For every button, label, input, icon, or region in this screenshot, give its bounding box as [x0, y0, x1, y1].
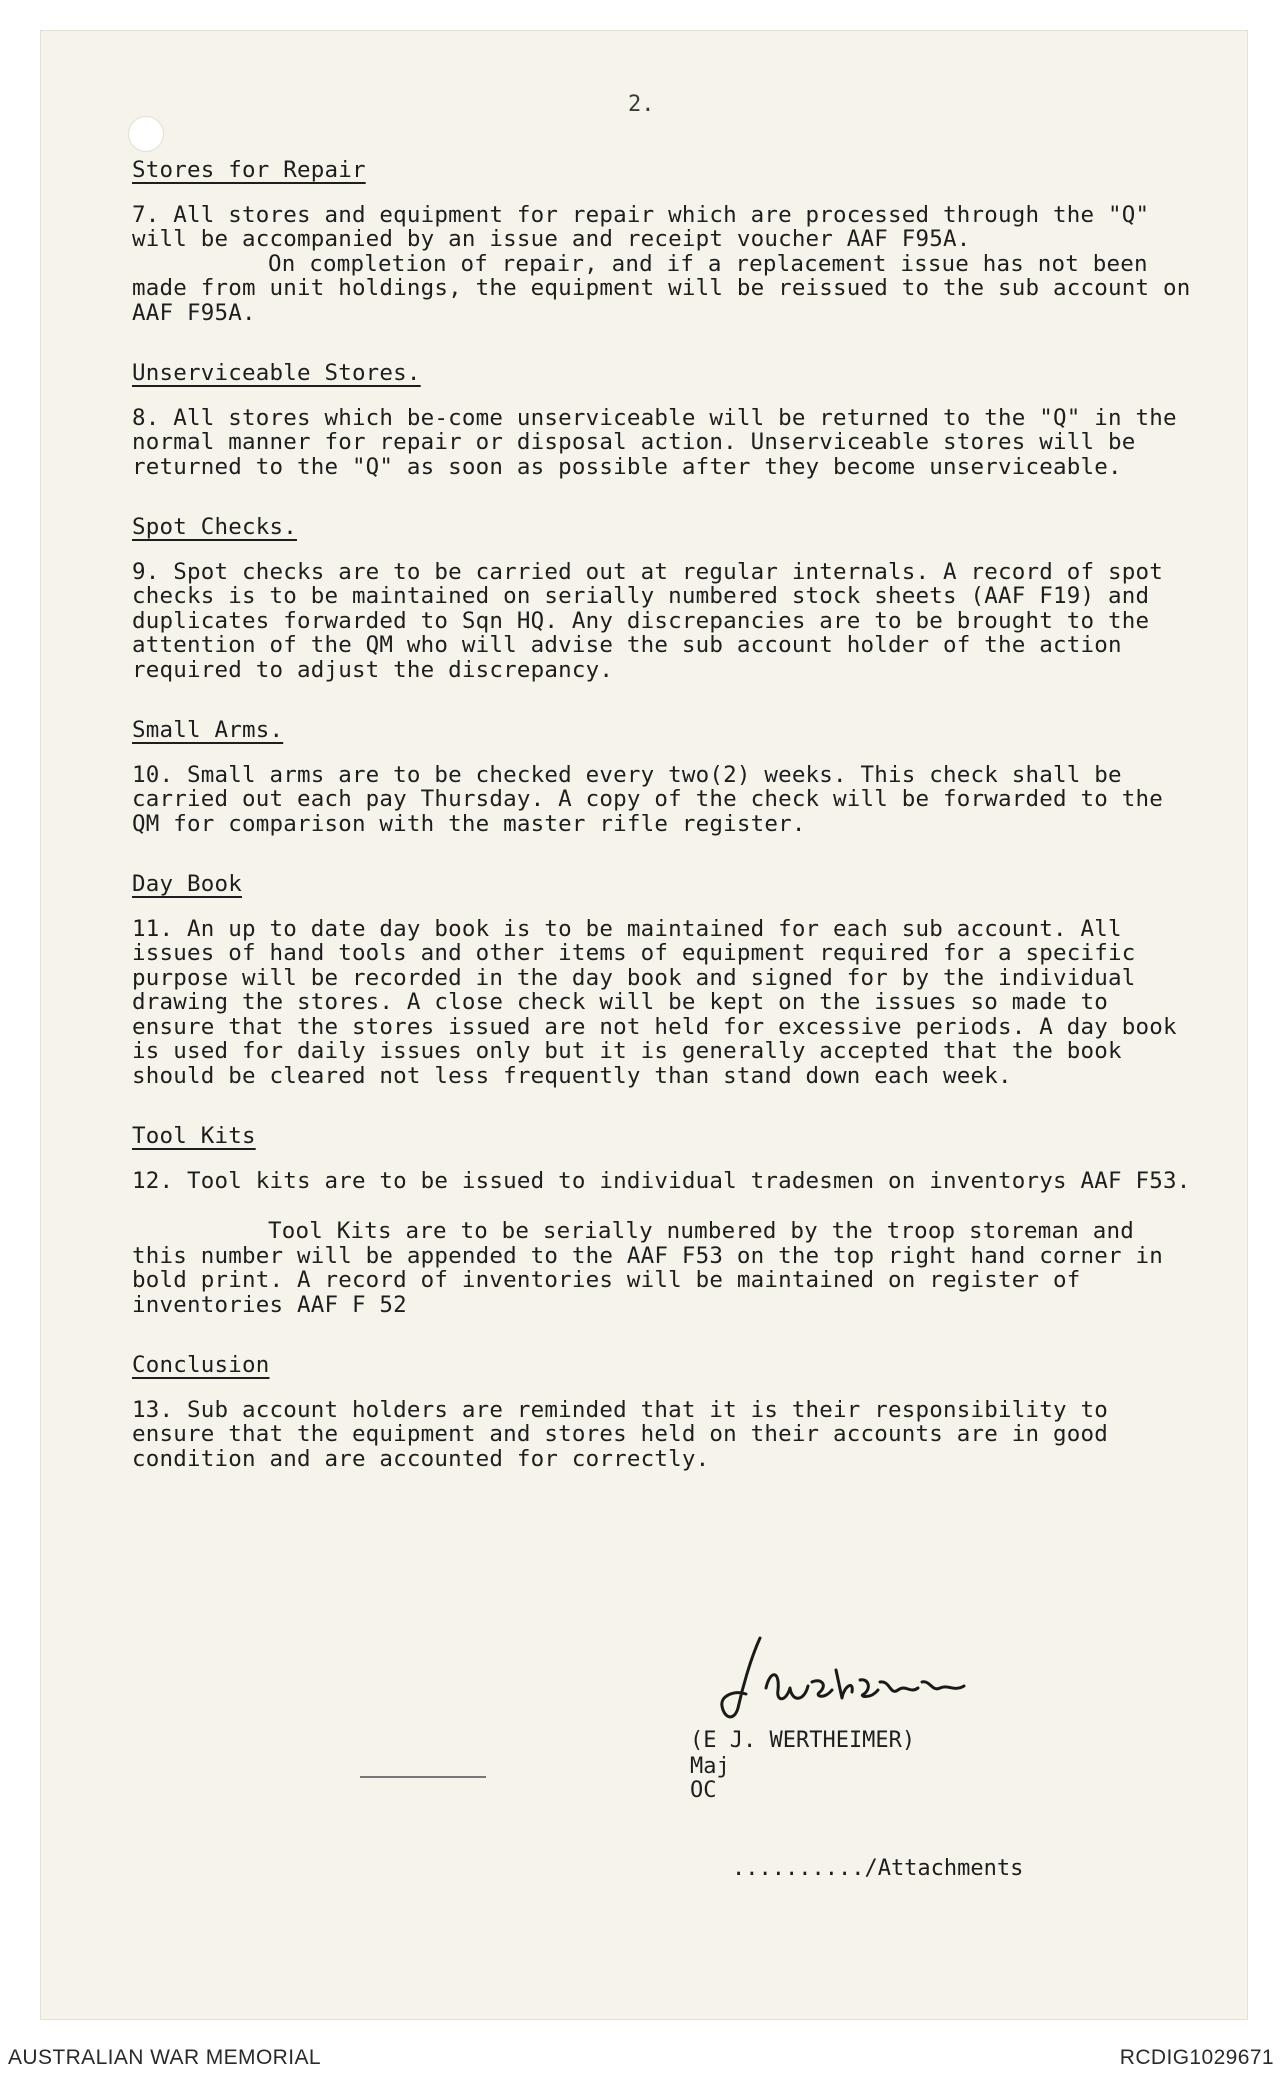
section-spot-checks: [132, 505, 1202, 682]
section-heading: Spot Checks.: [132, 514, 297, 540]
signer-name: (E J. WERTHEIMER): [690, 1728, 916, 1753]
section-tool-kits: [132, 1114, 1202, 1317]
page-number: 2.: [628, 92, 655, 117]
section-heading: Day Book: [132, 871, 242, 897]
section-conclusion: [132, 1343, 1202, 1471]
paragraph-11: 11. An up to date day book is to be maintained for each sub account. All issues of hand tools and other items of equipment required for a specific purpose will be recorded in the day book and signed for by the individual drawing the stores. A close check will be kept on the issues so made to ensure that the stores issued are not held for excessive periods. A day book is used for daily issues only but it is generally accepted that the book should be cleared not less frequently than stand down each week.: [132, 915, 1177, 1089]
paragraph-13: 13. Sub account holders are reminded that it is their responsibility to ensure that the equipment and stores held on their accounts are in good condition and are accounted for correctly.: [132, 1396, 1108, 1472]
footer-record-id: RCDIG1029671: [1119, 2046, 1274, 2069]
signature-block: [690, 1630, 1110, 1803]
section-day-book: [132, 862, 1202, 1088]
section-heading: Small Arms.: [132, 717, 284, 743]
memo-body: [132, 148, 1202, 1497]
section-heading: Stores for Repair: [132, 157, 366, 183]
handwritten-signature: [720, 1630, 1010, 1730]
paragraph-12-continued: Tool Kits are to be serially numbered by the troop storeman and this number will be appended to the AAF F53 on the top right hand corner in bold print. A record of inventories will be maintained on register of inventories AAF F 52: [132, 1218, 1163, 1318]
attachments-note: ........../Attachments: [732, 1856, 1024, 1881]
section-heading: Conclusion: [132, 1352, 270, 1378]
section-small-arms: [132, 708, 1202, 836]
paragraph-10: 10. Small arms are to be checked every two(2) weeks. This check shall be carried out each pay Thursday. A copy of the check will be forwarded to the QM for comparison with the master rifle register.: [132, 761, 1163, 837]
section-stores-for-repair: [132, 148, 1202, 325]
signer-role: OC: [690, 1778, 717, 1803]
paragraph-8: 8. All stores which be-come unserviceable will be returned to the "Q" in the normal manner for repair or disposal action. Unserviceable stores will be returned to the "Q" as soon as possible after they become unserviceable.: [132, 404, 1177, 480]
divider-line: [360, 1776, 486, 1778]
paragraph-9: 9. Spot checks are to be carried out at regular internals. A record of spot checks is to be maintained on serially numbered stock sheets (AAF F19) and duplicates forwarded to Sqn HQ. Any discrepancies are to be brought to the attention of the QM who will advise the sub account holder of the action required to adjust the discrepancy.: [132, 558, 1163, 683]
section-heading: Unserviceable Stores.: [132, 360, 421, 386]
signer-rank: Maj: [690, 1754, 730, 1779]
section-unserviceable-stores: [132, 351, 1202, 479]
paragraph-7: 7. All stores and equipment for repair which are processed through the "Q" will be accompanied by an issue and receipt voucher AAF F95A.: [132, 201, 1150, 252]
punch-hole: [128, 116, 164, 152]
section-heading: Tool Kits: [132, 1123, 256, 1149]
paragraph-12: 12. Tool kits are to be issued to individual tradesmen on inventorys AAF F53.: [132, 1167, 1191, 1194]
paragraph-7-continued: On completion of repair, and if a replacement issue has not been made from unit holdings, the equipment will be reissued to the sub account on AAF F95A.: [132, 250, 1191, 326]
footer-archive-name: AUSTRALIAN WAR MEMORIAL: [8, 2046, 321, 2069]
